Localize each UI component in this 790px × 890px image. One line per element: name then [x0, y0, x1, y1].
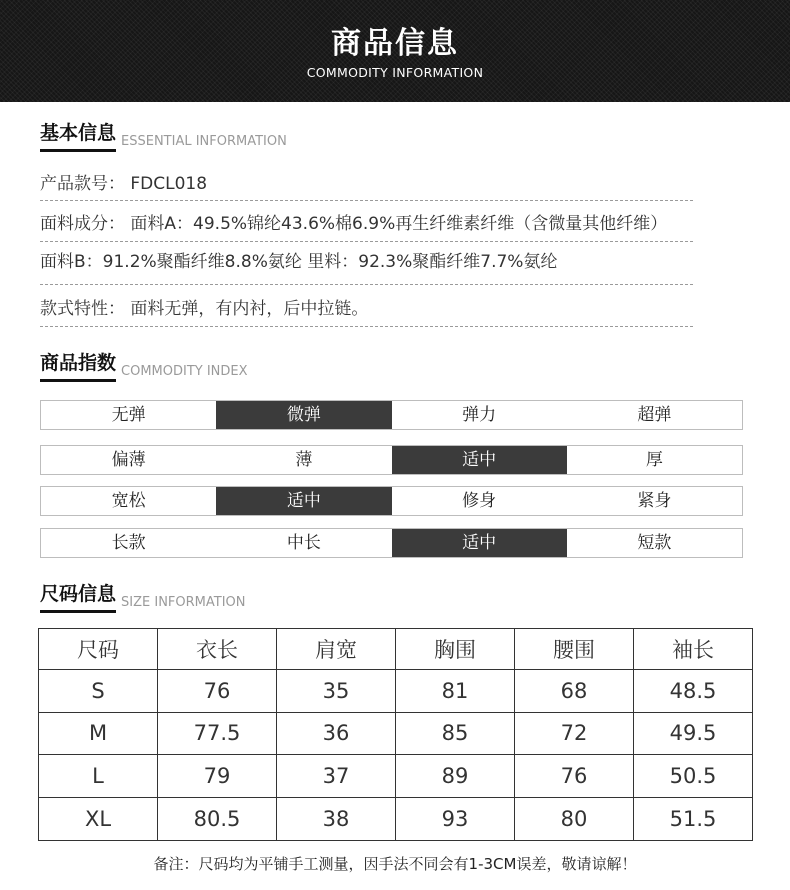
table-cell: 49.5 — [634, 712, 753, 755]
table-cell: 37 — [277, 755, 396, 798]
index-option: 宽松 — [111, 491, 146, 511]
table-cell: 50.5 — [634, 755, 753, 798]
index-option: 厚 — [645, 450, 663, 470]
table-cell: 68 — [515, 669, 634, 712]
size-subtitle: SIZE INFORMATION — [121, 595, 246, 610]
table-cell: 81 — [396, 669, 515, 712]
table-cell: M — [39, 712, 158, 755]
table-row — [39, 712, 753, 755]
table-row — [39, 798, 753, 841]
table-cell: 76 — [158, 669, 277, 712]
header-banner — [0, 0, 790, 102]
info-line-style-number: 产品款号： FDCL018 — [40, 174, 208, 194]
table-cell: S — [39, 669, 158, 712]
table-cell: 85 — [396, 712, 515, 755]
index-row-fit — [40, 486, 743, 516]
table-row — [39, 755, 753, 798]
column-header: 衣长 — [158, 629, 277, 670]
essential-subtitle: ESSENTIAL INFORMATION — [121, 134, 287, 149]
column-header: 胸围 — [396, 629, 515, 670]
index-option-selected: 适中 — [392, 446, 567, 474]
index-option-selected: 微弹 — [216, 401, 391, 429]
table-cell: XL — [39, 798, 158, 841]
divider — [40, 241, 693, 242]
info-line-fabric-b: 面料B：91.2%聚酯纤维8.8%氨纶 里料：92.3%聚酯纤维7.7%氨纶 — [40, 252, 558, 272]
essential-section-heading — [40, 121, 287, 155]
table-cell: 79 — [158, 755, 277, 798]
index-subtitle: COMMODITY INDEX — [121, 364, 248, 379]
index-section-heading — [40, 351, 248, 385]
column-header: 腰围 — [515, 629, 634, 670]
table-cell: 51.5 — [634, 798, 753, 841]
table-row — [39, 669, 753, 712]
column-header: 尺码 — [39, 629, 158, 670]
column-header: 肩宽 — [277, 629, 396, 670]
info-line-features: 款式特性： 面料无弹，有内衬，后中拉链。 — [40, 299, 369, 319]
table-cell: 80.5 — [158, 798, 277, 841]
index-option: 短款 — [637, 533, 672, 553]
page-subtitle: COMMODITY INFORMATION — [306, 65, 484, 80]
divider — [40, 284, 693, 285]
index-option: 无弹 — [111, 405, 146, 425]
page-title: 商品信息 — [331, 26, 459, 61]
column-header: 袖长 — [634, 629, 753, 670]
index-option: 弹力 — [462, 405, 497, 425]
table-cell: 76 — [515, 755, 634, 798]
index-option: 紧身 — [637, 491, 672, 511]
table-cell: 35 — [277, 669, 396, 712]
index-option: 长款 — [111, 533, 146, 553]
index-option: 薄 — [295, 450, 313, 470]
size-table — [38, 628, 753, 841]
table-cell: 48.5 — [634, 669, 753, 712]
table-cell: 80 — [515, 798, 634, 841]
index-row-length — [40, 528, 743, 558]
table-cell: 89 — [396, 755, 515, 798]
divider — [40, 326, 693, 327]
table-cell: 93 — [396, 798, 515, 841]
footnote: 备注：尺码均为平铺手工测量，因手法不同会有1-3CM误差，敬请谅解！ — [153, 855, 637, 873]
index-option: 偏薄 — [111, 450, 146, 470]
table-cell: L — [39, 755, 158, 798]
size-table-header — [39, 629, 753, 670]
index-row-elasticity — [40, 400, 743, 430]
index-option: 中长 — [286, 533, 321, 553]
table-cell: 77.5 — [158, 712, 277, 755]
index-option: 修身 — [462, 491, 497, 511]
info-line-fabric: 面料成分： 面料A：49.5%锦纶43.6%棉6.9%再生纤维素纤维（含微量其他纤维） — [40, 214, 668, 234]
divider — [40, 200, 693, 201]
table-cell: 36 — [277, 712, 396, 755]
index-option-selected: 适中 — [392, 529, 567, 557]
index-title: 商品指数 — [40, 351, 116, 382]
index-row-thickness — [40, 445, 743, 475]
index-option: 超弹 — [637, 405, 672, 425]
essential-title: 基本信息 — [40, 121, 116, 152]
table-cell: 72 — [515, 712, 634, 755]
index-option-selected: 适中 — [216, 487, 391, 515]
table-cell: 38 — [277, 798, 396, 841]
size-section-heading — [40, 582, 246, 616]
size-title: 尺码信息 — [40, 582, 116, 613]
